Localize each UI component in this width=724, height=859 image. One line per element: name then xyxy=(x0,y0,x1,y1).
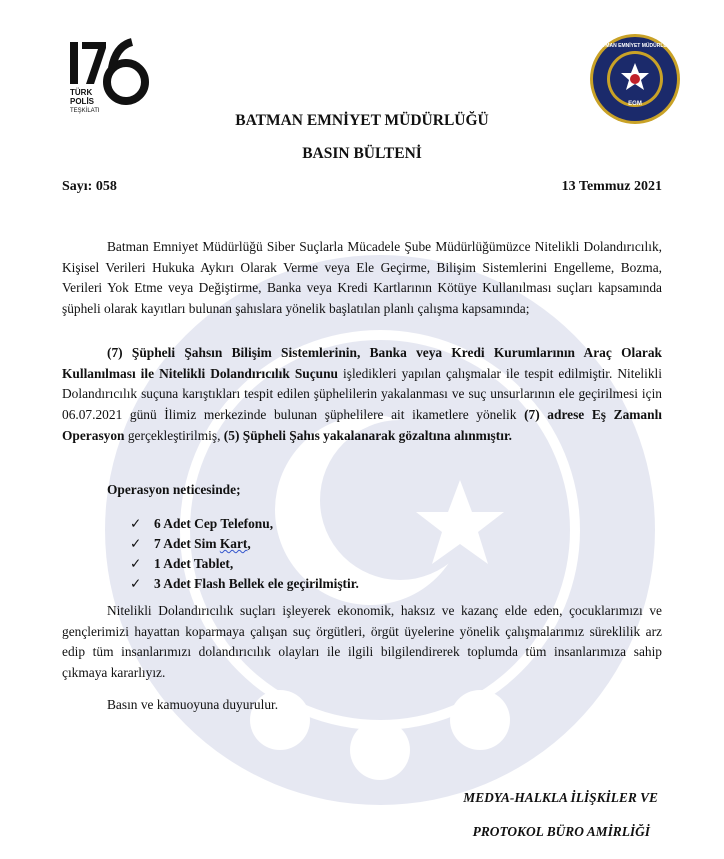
seized-item-text: 3 Adet Flash Bellek ele geçirilmiştir. xyxy=(154,576,359,591)
suspects-crime-bold: (7) Şüpheli Şahsın Bilişim Sistemlerinin, Banka veya Kredi Kurumlarının Araç Olarak Kullanılması ile Nitelikli Dolandırıcılık Suçunu xyxy=(62,345,662,381)
operation-result-heading: Operasyon neticesinde; xyxy=(107,482,241,497)
seized-item-text: 7 Adet Sim Kart, xyxy=(154,536,251,551)
check-icon: ✓ xyxy=(130,536,142,551)
detained-count-bold: (5) Şüpheli Şahıs yakalanarak gözaltına alınmıştır. xyxy=(223,427,513,443)
document-title: BASIN BÜLTENİ xyxy=(302,145,422,162)
turk-polis-176-logo xyxy=(68,38,150,118)
organization-title: BATMAN EMNİYET MÜDÜRLÜĞÜ xyxy=(235,112,489,129)
operation-text-1: işledikleri yapılan çalışmalar ile tespit edilmiştir. Nitelikli Dolandırıcılık suçuna karıştıkları tespit edilen şüphelilerin yakalanması ve suç unsurlarının ele geçirilmesi için 06.07.2021 günü İlimiz merkezinde bulunan şüphelilere ait ikametlere yönelik xyxy=(62,365,662,423)
spellcheck-word: Kart xyxy=(219,536,248,551)
paragraph-announcement: Basın ve kamuoyuna duyurulur. xyxy=(107,697,279,712)
seized-item-text: 1 Adet Tablet, xyxy=(154,556,234,571)
paragraph-operation xyxy=(62,343,662,447)
check-icon: ✓ xyxy=(130,576,142,591)
list-item xyxy=(130,534,359,554)
logo-line1: TÜRK xyxy=(70,88,93,97)
seal-top-text: BATMAN EMNİYET MÜDÜRLÜĞÜ xyxy=(595,43,675,49)
check-icon: ✓ xyxy=(130,556,142,571)
issue-number: Sayı: 058 xyxy=(62,179,117,194)
signature-line-2: PROTOKOL BÜRO AMİRLİĞİ xyxy=(472,824,650,839)
paragraph-statement: Nitelikli Dolandırıcılık suçları işleyerek ekonomik, haksız ve kazanç elde eden, çocuklarımızı ve gençlerimizi hayattan koparmaya çalışan suç örgütleri, örgüt üyelerine yönelik çalışmalarımız süreklilik arz edip tüm insanlarımızı dolandırıcılık olayları ile ilgili bilgilendirerek toplumda tüm insanlarımıza sahip çıkmaya kararlıyız. xyxy=(62,603,662,681)
operation-text-2: gerçekleştirilmiş, xyxy=(124,427,224,443)
list-item xyxy=(130,554,359,574)
seized-item-text: 6 Adet Cep Telefonu, xyxy=(154,516,274,531)
paragraph-intro: Batman Emniyet Müdürlüğü Siber Suçlarla Mücadele Şube Müdürlüğümüzce Nitelikli Dolandırıcılık, Kişisel Verileri Hukuka Aykırı Olarak Verme veya Ele Geçirme, Bilişim Sistemlerini Engelleme, Bozma, Verileri Yok Etme veya Değiştirme, Banka veya Kredi Kartlarının Kötüye Kullanılması suçları kapsamında şüpheli olarak kayıtları bulunan şahıslara yönelik başlatılan planlı çalışma kapsamında; xyxy=(62,239,662,317)
list-item xyxy=(130,514,359,534)
signature-line-1: MEDYA-HALKLA İLİŞKİLER VE xyxy=(463,790,658,805)
logo-line2: POLİS xyxy=(70,97,95,106)
check-icon: ✓ xyxy=(130,516,142,531)
logo-line3: TEŞKİLATI xyxy=(70,108,100,114)
address-count-bold: (7) adrese Eş Zamanlı Operasyon xyxy=(62,407,663,443)
seal-bottom-text: EGM xyxy=(628,101,642,107)
seized-items-list xyxy=(130,514,359,594)
issue-date: 13 Temmuz 2021 xyxy=(561,179,662,194)
list-item xyxy=(130,574,359,594)
